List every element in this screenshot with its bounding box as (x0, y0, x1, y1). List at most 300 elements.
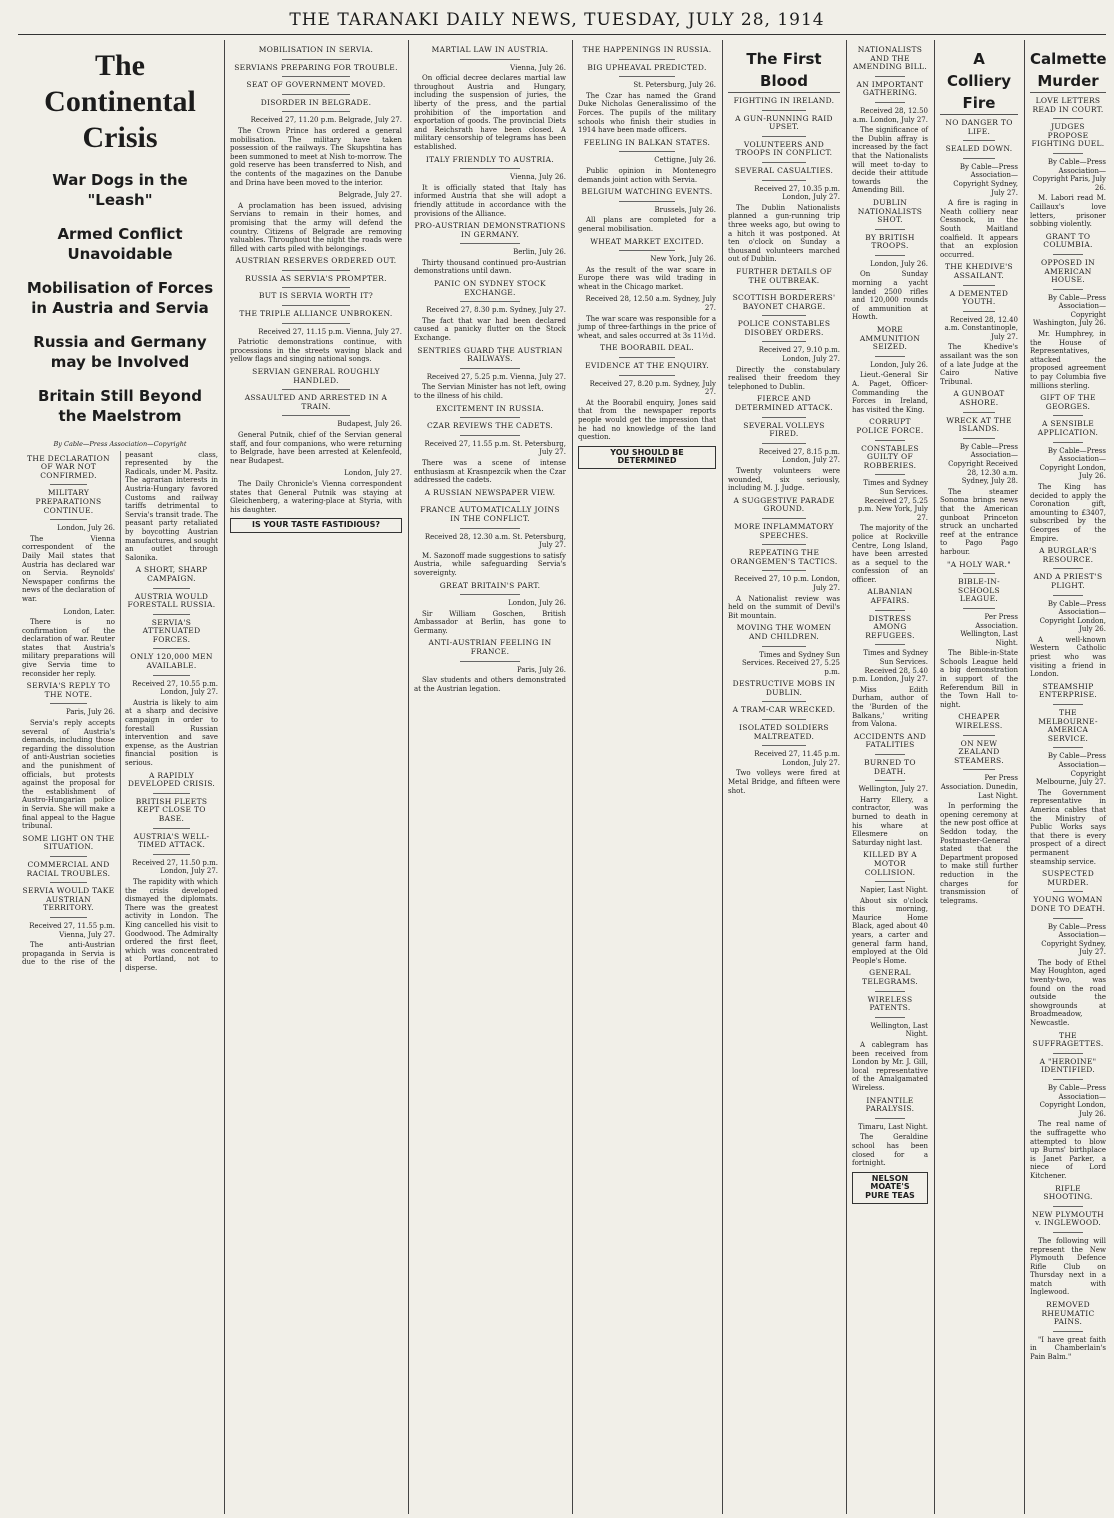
heading-divider (762, 443, 807, 444)
news-item (940, 263, 1018, 285)
heading-divider (762, 341, 807, 342)
heading-divider (153, 828, 190, 829)
news-item (125, 593, 218, 615)
section-heading: ONLY 120,000 MEN AVAILABLE. (130, 652, 213, 671)
section-heading: DESTRUCTIVE MOBS IN DUBLIN. (732, 679, 836, 697)
section-heading: SCOTTISH BORDERERS' BAYONET CHARGE. (732, 293, 836, 311)
heading-divider (1053, 153, 1083, 154)
subheadline: Armed Conflict Unavoidable (57, 225, 183, 263)
section-heading: PRO-AUSTRIAN DEMONSTRATIONS IN GERMANY. (414, 221, 566, 239)
news-item (414, 347, 566, 401)
dateline: Paris, July 26. (516, 665, 566, 674)
news-item (940, 145, 1018, 259)
news-item (728, 167, 840, 264)
article-paragraph: General Putnik, chief of the Servian general staff, and four companions, who were returning to Belgrade, have been arrested at Kelenfeold, near Budapest. (230, 431, 402, 465)
news-item (1030, 709, 1106, 866)
section-heading: BIBLE-IN-SCHOOLS LEAGUE. (958, 577, 1000, 604)
heading-divider (50, 703, 87, 704)
heading-divider (282, 389, 351, 390)
dateline: By Cable—Press Association—Copyright Sydney, July 27. (953, 162, 1018, 197)
heading-divider (50, 882, 87, 883)
heading-divider (963, 285, 994, 286)
heading-divider (762, 518, 807, 519)
dateline: Times and Sydney Sun Services. Received 28, 5.40 p.m. London, July 27. (852, 649, 928, 684)
dateline: Times and Sydney Sun Services. Received 27, 5.25 p.m. (741, 650, 840, 676)
section-heading: A GUN-RUNNING RAID UPSET. (735, 113, 833, 132)
section-heading: MILITARY PREPARATIONS CONTINUE. (35, 488, 102, 515)
dateline: By Cable—Press Association—Copyright London, July 26. (1039, 446, 1106, 481)
section-heading: THE SUFFRAGETTES. (1032, 1030, 1104, 1049)
heading-divider (875, 229, 905, 230)
news-item (728, 320, 840, 391)
news-item (230, 469, 402, 514)
heading-divider (762, 745, 807, 746)
news-item (230, 292, 402, 306)
heading-divider (963, 140, 994, 141)
article-paragraph: Two volleys were fired at Metal Bridge, and fifteen were shot. (728, 769, 840, 795)
news-item (728, 115, 840, 137)
section-heading: A SENSIBLE APPLICATION. (1037, 419, 1099, 437)
news-item (1030, 1185, 1106, 1207)
heading-divider (282, 94, 351, 95)
news-item (125, 833, 218, 973)
heading-divider (460, 243, 521, 244)
section-heading: A SUGGESTIVE PARADE GROUND. (733, 495, 835, 514)
article-paragraph: "I have great faith in Chamberlain's Pain Balm." (1030, 1335, 1106, 1362)
news-item (1030, 97, 1106, 119)
heading-divider (875, 440, 905, 441)
news-item (852, 615, 928, 729)
heading-divider (50, 917, 87, 918)
article-paragraph: The Bible-in-State Schools League held a big demonstration in support of the Referendum Bill in the Town Hall to-night. (940, 649, 1018, 709)
heading-divider (1053, 1331, 1083, 1332)
news-item (1030, 48, 1106, 93)
news-item (940, 417, 1018, 557)
news-item (414, 46, 566, 152)
heading-divider (875, 1118, 905, 1119)
article-paragraph: The body of Ethel May Houghton, aged twenty-two, was found on the road outside the showgrounds at Broadmeadow, Newcastle. (1030, 958, 1106, 1028)
news-item (1030, 1211, 1106, 1297)
section-heading: SEALED DOWN. (945, 144, 1013, 154)
news-item (728, 724, 840, 795)
heading-divider (282, 415, 351, 416)
section-heading: BELGIUM WATCHING EVENTS. (581, 187, 713, 197)
section-heading: THE TRIPLE ALLIANCE UNBROKEN. (239, 309, 393, 319)
article-paragraph: The fact that war had been declared caused a panicky flutter on the Stock Exchange. (414, 316, 566, 343)
dateline: Received 27, 11.15 p.m. Vienna, July 27. (258, 327, 402, 336)
heading-divider (1053, 415, 1083, 416)
news-item (230, 310, 402, 364)
section-heading: FIERCE AND DETERMINED ATTACK. (735, 394, 833, 413)
article-paragraph: The Geraldine school has been closed for a fortnight. (852, 1133, 928, 1168)
dateline: Received 27, 8.30 p.m. Sydney, July 27. (426, 306, 566, 315)
news-item (22, 861, 115, 883)
article-paragraph: The Government representative in America cables that the Ministry of Public Works says that there is every prospect of a direct permanent steamship service. (1030, 788, 1106, 866)
heading-divider (963, 311, 994, 312)
section-heading: AUSTRIA'S WELL-TIMED ATTACK. (133, 831, 210, 850)
heading-divider (1053, 568, 1083, 569)
news-item (852, 46, 928, 77)
article-paragraph: Miss Edith Durham, author of the 'Burden of the Balkans,' writing from Valona. (852, 685, 928, 729)
heading-divider (1053, 1079, 1083, 1080)
ad-brand: NELSON MOATE'S (870, 1173, 910, 1192)
heading-divider (619, 250, 674, 251)
news-item (1030, 259, 1106, 390)
news-item (940, 578, 1018, 709)
section-heading: RUSSIA AS SERVIA'S PROMPTER. (245, 273, 387, 283)
heading-divider (875, 881, 905, 882)
article-paragraph: The Czar has named the Grand Duke Nicholas Generalissimo of the Forces. The pupils of the military schools who finish their studies in 1914 have been made officers. (578, 91, 716, 135)
heading-divider (762, 180, 807, 181)
section-heading: A Colliery Fire (940, 48, 1018, 115)
section-heading: AUSTRIAN RESERVES ORDERED OUT. (235, 256, 397, 266)
news-item (728, 294, 840, 316)
news-item (22, 455, 115, 486)
heading-divider (875, 991, 905, 992)
section-heading: SEVERAL CASUALTIES. (734, 165, 834, 175)
heading-divider (460, 528, 521, 529)
section-heading: RIFLE SHOOTING. (1043, 1183, 1093, 1202)
column-rule (934, 40, 935, 1514)
news-item (940, 713, 1018, 735)
dateline: Received 27, 9.10 p.m. London, July 27. (758, 346, 840, 364)
news-item (1030, 1058, 1106, 1181)
news-item (414, 422, 566, 485)
article-paragraph: The Dublin Nationalists planned a gun-running trip three weeks ago, but owing to a hitch it was postponed. At ten o'clock on Sunday a thousand volunteers marched out of Dublin. (728, 203, 840, 264)
section-heading: THE DECLARATION OF WAR NOT CONFIRMED. (27, 453, 110, 480)
section-heading: AUSTRIA WOULD FORESTALL RUSSIA. (127, 591, 216, 610)
column-rule (722, 40, 723, 1514)
heading-divider (282, 287, 351, 288)
heading-divider (1053, 595, 1083, 596)
heading-divider (460, 59, 521, 60)
section-heading: GENERAL TELEGRAMS. (862, 968, 918, 987)
heading-divider (963, 412, 994, 413)
heading-divider (282, 111, 351, 112)
section-heading: VOLUNTEERS AND TROOPS IN CONFLICT. (735, 139, 833, 158)
heading-divider (762, 719, 807, 720)
dateline: Vienna, July 26. (510, 63, 566, 72)
news-item (852, 1097, 928, 1168)
heading-divider (50, 484, 87, 485)
heading-divider (619, 59, 674, 60)
section-heading: GRANT TO COLUMBIA. (1043, 231, 1093, 250)
section-heading: MORE INFLAMMATORY SPEECHES. (734, 521, 834, 540)
column-russia (574, 42, 720, 1512)
section-heading: WHEAT MARKET EXCITED. (590, 236, 704, 246)
news-item (414, 156, 566, 219)
heading-divider (460, 661, 521, 662)
heading-divider (875, 255, 905, 256)
article-paragraph: Servia's reply accepts several of Austria's demands, including those regarding the dissolution of anti-Austrian societies and the punishment of officials, but protests against the proposal for the establishment of Austro-Hungarian police in Servia. She will make a final appeal to the Hague tribunal. (22, 719, 115, 831)
ad-subtitle: PURE TEAS (865, 1190, 915, 1200)
byline: By Cable—Press Association—Copyright (53, 440, 187, 448)
heading-divider (762, 315, 807, 316)
dateline: By Cable—Press Association—Copyright Washington, July 26. (1033, 293, 1106, 328)
dateline: Times and Sydney Sun Services. Received 27, 5.25 p.m. New York, July 27. (857, 479, 928, 522)
news-item (728, 268, 840, 290)
heading-divider (153, 588, 190, 589)
column-calmette-murder (1026, 42, 1110, 1512)
article-paragraph: In performing the opening ceremony at the new post office at Seddon today, the Postmaster-General stated that the Department proposed to make still further reduction in the charges for transmission of telegrams. (940, 802, 1018, 905)
section-heading: THE KHEDIVE'S ASSAILANT. (945, 262, 1013, 280)
article-paragraph: There is no confirmation of the declaration of war. Reuter states that Austria's military preparations will give Servia time to reconsider her reply. (22, 618, 115, 678)
news-item (1030, 870, 1106, 892)
dateline: Paris, July 26. (65, 708, 115, 717)
dateline: Received 28, 12.50 a.m. London, July 27. (852, 106, 928, 124)
section-heading: Calmette Murder (1030, 48, 1106, 93)
heading-divider (762, 701, 807, 702)
article-paragraph: There was a scene of intense enthusiasm at Krasnpezcik when the Czar addressed the cadets. (414, 458, 566, 485)
news-item (230, 64, 402, 78)
dateline: By Cable—Press Association—Copyright London, July 26. (1039, 599, 1106, 634)
news-item (578, 295, 716, 340)
news-item (414, 405, 566, 419)
dateline: London, July 26. (57, 524, 115, 533)
heading-divider (963, 608, 994, 609)
section-heading: BY BRITISH TROOPS. (865, 232, 915, 251)
section-heading: YOUNG WOMAN DONE TO DEATH. (1030, 895, 1106, 913)
news-item (728, 97, 840, 111)
news-item (852, 445, 928, 585)
news-item (852, 969, 928, 991)
dateline: Received 28, 12.30 a.m. St. Petersburg, July 27. (424, 532, 566, 550)
subheadline: Russia and Germany may be Involved (33, 333, 207, 371)
section-heading: ISOLATED SOLDIERS MALTREATED. (739, 723, 829, 741)
dateline: By Cable—Press Association—Copyright Paris, July 26. (1032, 157, 1106, 192)
news-item (940, 119, 1018, 141)
section-heading: POLICE CONSTABLES DISOBEY ORDERS. (737, 319, 831, 337)
section-heading: SENTRIES GUARD THE AUSTRIAN RAILWAYS. (417, 345, 563, 364)
news-item (852, 588, 928, 610)
article-paragraph: Lieut.-General Sir A. Paget, Officer-Commanding the Forces in Ireland, has visited the King. (852, 371, 928, 414)
section-heading: A "HEROINE" IDENTIFIED. (1039, 1056, 1097, 1075)
heading-divider (1053, 1206, 1083, 1207)
article-paragraph: A proclamation has been issued, advising Servians to remain in their homes, and promising that the army will defend the country. Citizens of Belgrade are removing valuables. Throughout the night the roads were filled with carts piled with belongings. (230, 201, 402, 253)
news-item (852, 733, 928, 755)
section-heading: ANTI-AUSTRIAN FEELING IN FRANCE. (428, 638, 552, 657)
heading-divider (1053, 704, 1083, 705)
section-heading: NATIONALISTS AND THE AMENDING BILL. (852, 45, 928, 72)
heading-divider (282, 305, 351, 306)
dateline: Received 27, 8.20 p.m. Sydney, July 27. (589, 379, 716, 397)
article-paragraph: A Nationalist review was held on the summit of Devil's Bit mountain. (728, 594, 840, 620)
article-body (728, 97, 840, 795)
article-paragraph: About six o'clock this morning, Maurice Home Black, aged about 40 years, a carter and general farm hand, employed at the Old People's Home. (852, 896, 928, 965)
news-item (852, 326, 928, 414)
article-paragraph: Harry Ellery, a contractor, was burned to death in his whare at Ellesmere on Saturday night last. (852, 795, 928, 847)
section-heading: INFANTILE PARALYSIS. (865, 1095, 915, 1114)
section-heading: SERVIA'S ATTENUATED FORCES. (142, 617, 201, 644)
section-heading: FIGHTING IN IRELAND. (733, 96, 835, 105)
column-rule (1024, 40, 1025, 1514)
section-heading: NO DANGER TO LIFE. (945, 118, 1013, 136)
section-heading: BUT IS SERVIA WORTH IT? (258, 291, 374, 301)
heading-divider (875, 102, 905, 103)
news-item (852, 996, 928, 1093)
heading-divider (762, 570, 807, 571)
news-item (1030, 1032, 1106, 1054)
section-heading: THE HAPPENINGS IN RUSSIA. (582, 45, 712, 54)
article-paragraph: The Khedive's assailant was the son of a late Judge at the Cairo Native Tribunal. (940, 343, 1018, 386)
news-item (125, 619, 218, 650)
heading-divider (619, 76, 674, 77)
news-item (125, 772, 218, 794)
news-item (852, 81, 928, 195)
news-item (578, 64, 716, 135)
dateline: By Cable—Press Association—Copyright Sydney, July 27. (1041, 922, 1106, 957)
section-heading: CHEAPER WIRELESS. (955, 712, 1003, 731)
article-paragraph: It is officially stated that Italy has informed Austria that she will adopt a friendly attitude in accordance with the provisions of the Alliance. (414, 183, 566, 218)
dateline: London, Later. (63, 607, 115, 616)
column-rule (408, 40, 409, 1514)
heading-divider (963, 769, 994, 770)
news-item (1030, 683, 1106, 705)
dateline: Belgrade, July 27. (338, 191, 402, 200)
news-item (578, 344, 716, 358)
dateline: Vienna, July 26. (510, 173, 566, 182)
article-body (852, 46, 928, 1168)
column-continental-crisis (18, 42, 222, 1512)
main-headline: The Continental Crisis (44, 49, 196, 154)
dateline: Cettigne, July 26. (654, 156, 716, 165)
heading-divider (619, 151, 674, 152)
news-item (728, 395, 840, 417)
section-heading: ACCIDENTS AND FATALITIES (853, 731, 927, 750)
dateline: By Cable—Press Association—Copyright London, July 26. (1039, 1084, 1106, 1118)
column-first-blood (724, 42, 844, 1512)
article-body (940, 48, 1018, 905)
section-heading: CONSTABLES GUILTY OF ROBBERIES. (861, 443, 919, 470)
news-item (230, 191, 402, 253)
news-item (414, 280, 566, 343)
article-paragraph: The Crown Prince has ordered a general mobilisation. The military have taken possession of the railways. The Skupshtina has been summoned to meet at Nish to-morrow. The gold reserve has been transferred to Nish, and the contents of the magazines on the Danube and Drina have been moved to the interior. (230, 126, 402, 187)
news-item (940, 290, 1018, 387)
section-heading: WIRELESS PATENTS. (867, 994, 913, 1013)
heading-divider (460, 501, 521, 502)
section-heading: KILLED BY A MOTOR COLLISION. (863, 850, 917, 877)
heading-divider (1053, 442, 1083, 443)
section-heading: A GUNBOAT ASHORE. (953, 389, 1005, 408)
heading-divider (460, 435, 521, 436)
article-paragraph: Patriotic demonstrations continue, with processions in the streets waving black and yellow flags and singing national songs. (230, 338, 402, 364)
news-item (230, 99, 402, 187)
section-heading: A SHORT, SHARP CAMPAIGN. (135, 565, 208, 583)
section-heading: NEW PLYMOUTH v. INGLEWOOD. (1032, 1209, 1104, 1228)
heading-divider (875, 780, 905, 781)
article-paragraph: Slav students and others demonstrated at the Austrian legation. (414, 676, 566, 693)
section-heading: SEVERAL VOLLEYS FIRED. (743, 420, 825, 439)
news-item (1030, 394, 1106, 416)
section-heading: MOVING THE WOMEN AND CHILDREN. (736, 623, 832, 641)
article-paragraph: The anti-Austrian propaganda in Servia is due to the rise of the peasant class, represented by the Radicals, under M. Pasitz. The agrarian interests in Austria-Hungary favored Customs and railway tariffs detrimental to Servia's transit trade. The peasant party retaliated by boycotting Austrian manufactures, and sought an outlet through Salonika. (22, 450, 218, 967)
section-heading: DUBLIN NATIONALISTS SHOT. (857, 197, 923, 225)
heading-divider (153, 648, 190, 649)
dateline: Received 27, 11.50 p.m. London, July 27. (132, 858, 218, 876)
section-heading: A TRAM-CAR WRECKED. (732, 705, 836, 715)
dateline: Received 27, 10.35 p.m. London, July 27. (754, 184, 840, 202)
section-heading: OPPOSED IN AMERICAN HOUSE. (1041, 257, 1095, 285)
news-item (852, 759, 928, 847)
heading-divider (875, 1017, 905, 1018)
column-servia (226, 42, 406, 1512)
heading-divider (282, 59, 351, 60)
dateline: Wellington, Last Night. (870, 1021, 928, 1039)
article-paragraph: The Vienna correspondent of the Daily Mail states that Austria has declared war on Servia. Reynolds' Newspaper confirms the news of the declaration of war. (22, 534, 115, 603)
dateline: Received 27, 11.20 p.m. Belgrade, July 27. (250, 116, 402, 125)
section-heading: REMOVED RHEUMATIC PAINS. (1041, 1300, 1095, 1327)
section-heading: "A HOLY WAR." (947, 559, 1011, 569)
section-heading: FURTHER DETAILS OF THE OUTBREAK. (736, 266, 832, 285)
news-item (578, 238, 716, 292)
dateline: Received 27, 8.15 p.m. London, July 27. (758, 447, 840, 465)
dateline: London, July 26. (508, 599, 566, 608)
heading-divider (1053, 118, 1083, 119)
heading-divider (1053, 918, 1083, 919)
section-heading: PANIC ON SYDNEY STOCK EXCHANGE. (434, 279, 546, 297)
news-item (230, 394, 402, 465)
heading-divider (50, 519, 87, 520)
advertisement: YOU SHOULD BE DETERMINED (578, 446, 716, 469)
news-item (940, 561, 1018, 575)
dateline: Wellington, July 27. (858, 785, 928, 794)
heading-divider (619, 201, 674, 202)
section-heading: LOVE LETTERS READ IN COURT. (1032, 96, 1104, 114)
dateline: Timaru, Last Night. (858, 1122, 928, 1131)
dateline: By Cable—Press Association—Copyright Received 28, 12.30 a.m. Sydney, July 28. (948, 442, 1018, 486)
heading-divider (875, 610, 905, 611)
news-item (1030, 573, 1106, 679)
heading-divider (875, 474, 905, 475)
article-paragraph: The Servian Minister has not left, owing to the illness of his child. (414, 383, 566, 400)
article-body (22, 451, 218, 973)
heading-divider (460, 168, 521, 169)
section-heading: THE BOORABIL DEAL. (600, 343, 694, 353)
article-paragraph: Mr. Humphrey, in the House of Representatives, attacked the proposed agreement to pay Columbia five millions sterling. (1030, 330, 1106, 390)
heading-divider (153, 675, 190, 676)
masthead: THE TARANAKI DAILY NEWS, TUESDAY, JULY 28, 1914 (289, 10, 825, 30)
news-item (230, 368, 402, 390)
section-heading: MORE AMMUNITION SEIZED. (859, 325, 921, 352)
article-paragraph: A fire is raging in Neath colliery near Cessnock, in the South Maitland coalfield. It appears that an explosion occurred. (940, 199, 1018, 259)
dateline: Received 27, 11.55 p.m. St. Petersburg, July 27. (424, 439, 566, 457)
article-body (578, 46, 716, 442)
news-item (1030, 420, 1106, 543)
news-item (1030, 233, 1106, 255)
news-item (414, 639, 566, 693)
section-heading: GREAT BRITAIN'S PART. (439, 580, 541, 590)
heading-divider (762, 162, 807, 163)
heading-divider (762, 289, 807, 290)
news-item (940, 48, 1018, 115)
heading-divider (460, 417, 521, 418)
article-paragraph: At the Boorabil enquiry, Jones said that from the newspaper reports people would get the impression that he had no knowledge of the land question. (578, 398, 716, 442)
section-heading: SERVIAN GENERAL ROUGHLY HANDLED. (252, 367, 380, 385)
heading-divider (460, 301, 521, 302)
news-item (22, 835, 115, 857)
dateline: Received 27, 10.55 p.m. London, July 27. (132, 679, 218, 697)
section-heading: BRITISH FLEETS KEPT CLOSE TO BASE. (135, 796, 208, 823)
news-item (230, 257, 402, 271)
dateline: Received 27, 11.55 p.m. Vienna, July 27. (29, 921, 115, 939)
news-item (728, 497, 840, 519)
section-heading: AN IMPORTANT GATHERING. (856, 79, 924, 98)
article-body (414, 46, 566, 693)
column-rule (224, 40, 225, 1514)
heading-divider (1053, 289, 1083, 290)
article-paragraph: The significance of the Dublin affray is increased by the fact that the Nationalists will meet to-day to decide their attitude towards the Amending Bill. (852, 126, 928, 195)
section-heading: SERVIA'S REPLY TO THE NOTE. (26, 681, 111, 699)
